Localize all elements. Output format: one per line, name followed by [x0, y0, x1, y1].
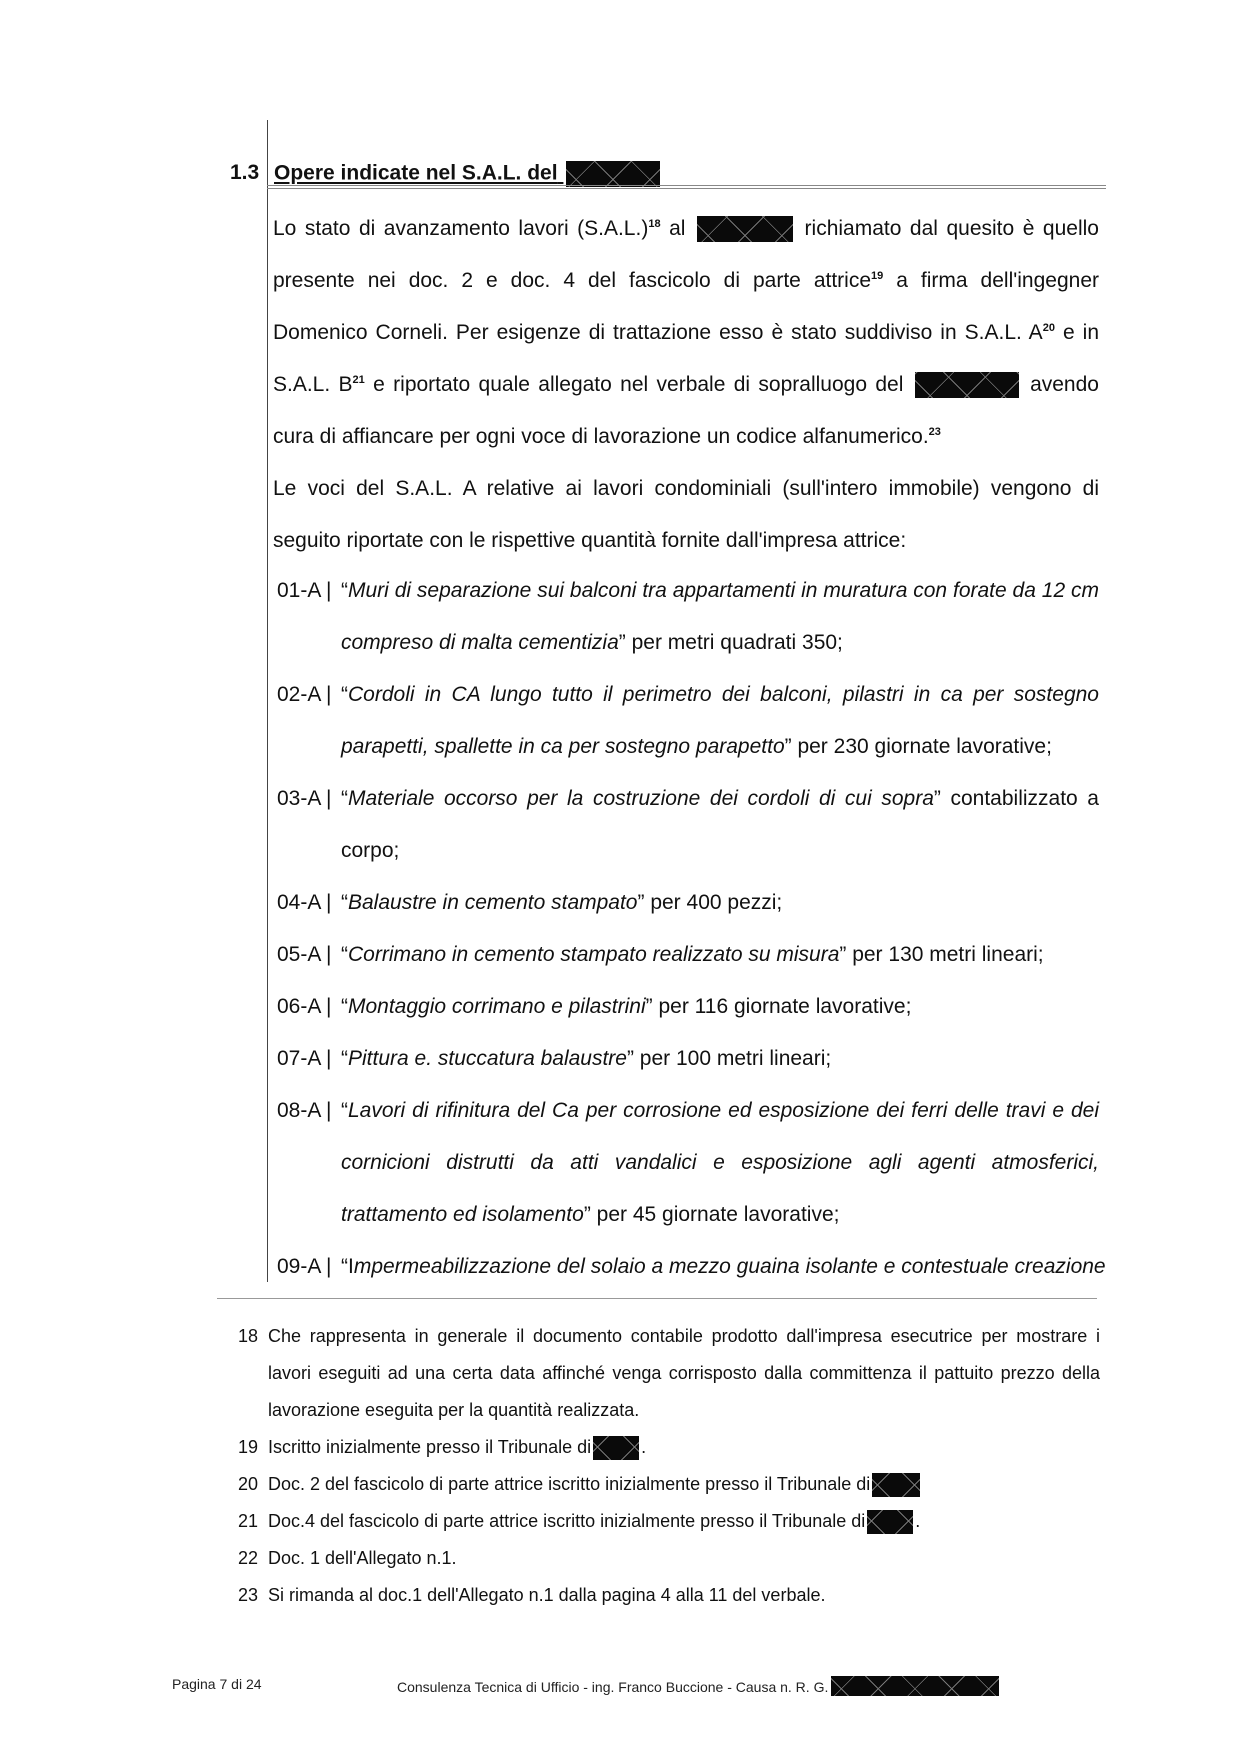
- item-code: 02-A |: [277, 683, 332, 706]
- item-code: 06-A |: [277, 995, 332, 1018]
- footnote-separator: [217, 1298, 1097, 1299]
- list-item: 09-A | “Impermeabilizzazione del solaio a mezzo guaina isolante e contestuale creazione: [277, 1241, 1099, 1293]
- list-item: 02-A | “Cordoli in CA lungo tutto il perimetro dei balconi, pilastri in ca per sostegno parapetti, spallette in ca per sostegno parapetto” per 230 giornate lavorative;: [277, 669, 1099, 773]
- list-item: 08-A | “Lavori di rifinitura del Ca per corrosione ed esposizione dei ferri delle travi e dei cornicioni distrutti da atti vandalici e esposizione agli agenti atmosferici, trattamento ed isolamento” per 45 giornate lavorative;: [277, 1085, 1099, 1241]
- body-text: [273, 203, 1099, 567]
- footer-text: Consulenza Tecnica di Ufficio - ing. Franco Buccione - Causa n. R. G.: [397, 1676, 999, 1696]
- footnote-19: 19 Iscritto inizialmente presso il Tribunale di .: [238, 1429, 1100, 1466]
- item-code: 08-A |: [277, 1099, 332, 1122]
- item-code: 04-A |: [277, 891, 332, 914]
- item-code: 03-A |: [277, 787, 332, 810]
- item-code: 09-A |: [277, 1255, 332, 1278]
- redacted-place: [872, 1473, 920, 1497]
- footnote-21: 21 Doc.4 del fascicolo di parte attrice iscritto inizialmente presso il Tribunale di .: [238, 1503, 1100, 1540]
- footnote-23: 23 Si rimanda al doc.1 dell'Allegato n.1 dalla pagina 4 alla 11 del verbale.: [238, 1585, 826, 1605]
- redacted-place: [867, 1510, 913, 1534]
- left-margin-rule: [267, 120, 268, 1282]
- item-code: 07-A |: [277, 1047, 332, 1070]
- section-title: Opere indicate nel S.A.L. del: [274, 161, 663, 187]
- list-item: 04-A | “Balaustre in cemento stampato” per 400 pezzi;: [277, 877, 1099, 929]
- redacted-date: [697, 216, 793, 242]
- paragraph-sal-a: Le voci del S.A.L. A relative ai lavori condominiali (sull'intero immobile) vengono di seguito riportate con le rispettive quantità fornite dall'impresa attrice:: [273, 477, 1099, 552]
- list-item: 06-A | “Montaggio corrimano e pilastrini” per 116 giornate lavorative;: [277, 981, 1099, 1033]
- footnote-22: 22 Doc. 1 dell'Allegato n.1.: [238, 1548, 457, 1568]
- footnote-ref-20: 20: [1042, 322, 1055, 334]
- list-item: 05-A | “Corrimano in cemento stampato realizzato su misura” per 130 metri lineari;: [277, 929, 1099, 981]
- section-number: 1.3: [230, 161, 260, 184]
- paragraph-sal-intro: Lo stato di avanzamento lavori $(S.A.L.)^{18}$ al richiamato dal quesito è quello presente nei doc. 2 e doc. 4 del fascicolo di parte attrice$^{19}$ a firma dell'ingegner Domenico Corneli. Per esigenze di trattazione esso è stato suddiviso in S.A.L. $A^{20}$ e in S.A.L. $B^{21}$ e riportato quale allegato nel verbale di sopralluogo del avendo cura di affiancare per ogni voce di lavorazione un codice alfanumerico.$^{23}$: [273, 217, 1100, 448]
- heading-rule: [267, 188, 1106, 189]
- footnote-ref-18: 18: [648, 218, 661, 230]
- footnote-20: 20 Doc. 2 del fascicolo di parte attrice iscritto inizialmente presso il Tribunale di: [238, 1466, 1100, 1503]
- redacted-case-number: [831, 1676, 999, 1696]
- list-item: 01-A | “Muri di separazione sui balconi tra appartamenti in muratura con forate da 12 cm compreso di malta cementizia” per metri quadrati 350;: [277, 565, 1099, 669]
- item-code: 01-A |: [277, 579, 332, 602]
- list-item: 03-A | “Materiale occorso per la costruzione dei cordoli di cui sopra” contabilizzato a corpo;: [277, 773, 1099, 877]
- footnotes: [238, 1318, 1100, 1614]
- list-item: 07-A | “Pittura e. stuccatura balaustre” per 100 metri lineari;: [277, 1033, 1099, 1085]
- redacted-date: [566, 161, 660, 187]
- item-code: 05-A |: [277, 943, 332, 966]
- redacted-place: [593, 1436, 639, 1460]
- sal-items-list: [277, 565, 1106, 1293]
- heading-rule: [267, 185, 1106, 186]
- footnote-ref-19: 19: [871, 270, 884, 282]
- footnote-18: 18 Che rappresenta in generale il documento contabile prodotto dall'impresa esecutrice per mostrare i lavori eseguiti ad una certa data affinché venga corrisposto dalla committenza il pattuito prezzo della lavorazione eseguita per la quantità realizzata.: [238, 1326, 1100, 1420]
- footnote-ref-23: 23: [928, 426, 941, 438]
- page-number: Pagina 7 di 24: [172, 1676, 262, 1692]
- redacted-date: [915, 372, 1019, 398]
- section-heading: [230, 158, 1106, 188]
- footnote-ref-21: 21: [352, 374, 365, 386]
